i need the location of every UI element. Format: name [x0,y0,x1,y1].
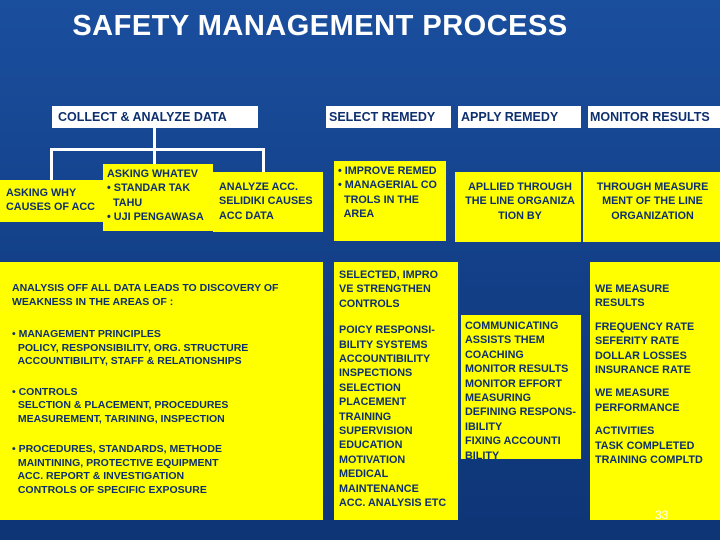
connector-line [153,148,156,164]
connector-line [50,148,265,151]
monitor-top-text: THROUGH MEASURE MENT OF THE LINE ORGANIZATION [596,181,709,222]
apply-remedy-list: COMMUNICATING ASSISTS THEM COACHING MONITOR RESULTS MONITOR EFFORT MEASURING DEFINING RESPONS- IBILITY FIXING ACCOUNTI BILITY [465,320,576,459]
page-title: SAFETY MANAGEMENT PROCESS [72,10,568,42]
analyze-acc-box [213,172,323,232]
analysis-item-principles: • MANAGEMENT PRINCIPLES POLICY, RESPONSIBILITY, ORG. STRUCTURE ACCOUNTIBILITY, STAFF & RELATIONSHIPS [12,328,249,367]
asking-whatever-box [103,164,213,231]
monitor-performance: WE MEASURE PERFORMANCE [595,387,680,414]
monitor-top-box [583,172,720,242]
monitor-activities: ACTIVITIES TASK COMPLETED TRAINING COMPLTD [595,425,703,467]
connector-line [50,148,53,180]
header-select: SELECT REMEDY [326,106,451,128]
connector-line [153,128,156,150]
header-monitor: MONITOR RESULTS [588,106,720,128]
analysis-intro: ANALYSIS OFF ALL DATA LEADS TO DISCOVERY OF WEAKNESS IN THE AREAS OF : [12,282,279,308]
analysis-item-controls: • CONTROLS SELCTION & PLACEMENT, PROCEDURES MEASUREMENT, TARINING, INSPECTION [12,385,229,425]
monitor-main-box [590,262,720,520]
select-remedy-top-text: • IMPROVE REMED • MANAGERIAL CO TROLS IN THE AREA [338,165,437,221]
analyze-acc-text: ANALYZE ACC. SELIDIKI CAUSES ACC DATA [219,181,313,222]
asking-whatever-text: ASKING WHATEV • STANDAR TAK TAHU • UJI PENGAWASA [107,168,204,224]
header-apply: APPLY REMEDY [458,106,581,128]
select-remedy-top-box [334,161,446,241]
select-remedy-list: POICY RESPONSI- BILITY SYSTEMS ACCOUNTIBILITY INSPECTIONS SELECTION PLACEMENT TRAINING SUPERVISION EDUCATION MOTIVATION MEDICAL MAINTENANCE ACC. ANALYSIS ETC [339,324,447,510]
apply-remedy-main-box [461,315,581,459]
page-number: 33 [655,508,669,522]
analysis-item-procedures: • PROCEDURES, STANDARDS, METHODE MAINTINING, PROTECTIVE EQUIPMENT ACC. REPORT & INVESTIGATION CONTROLS OF SPECIFIC EXPOSURE [12,443,222,496]
analysis-box [0,262,323,520]
header-collect: COLLECT & ANALYZE DATA [52,106,258,128]
asking-why-box [0,180,103,222]
select-remedy-intro: SELECTED, IMPRO VE STRENGTHEN CONTROLS [339,269,438,310]
apply-remedy-top-text: APLLIED THROUGH THE LINE ORGANIZA TION BY [465,181,575,222]
select-remedy-main-box [334,262,458,520]
apply-remedy-top-box [455,172,581,242]
monitor-intro: WE MEASURE RESULTS [595,283,670,310]
asking-why-text: ASKING WHY CAUSES OF ACC [6,187,95,214]
monitor-rates: FREQUENCY RATE SEFERITY RATE DOLLAR LOSSES INSURANCE RATE [595,320,695,377]
connector-line [262,148,265,172]
